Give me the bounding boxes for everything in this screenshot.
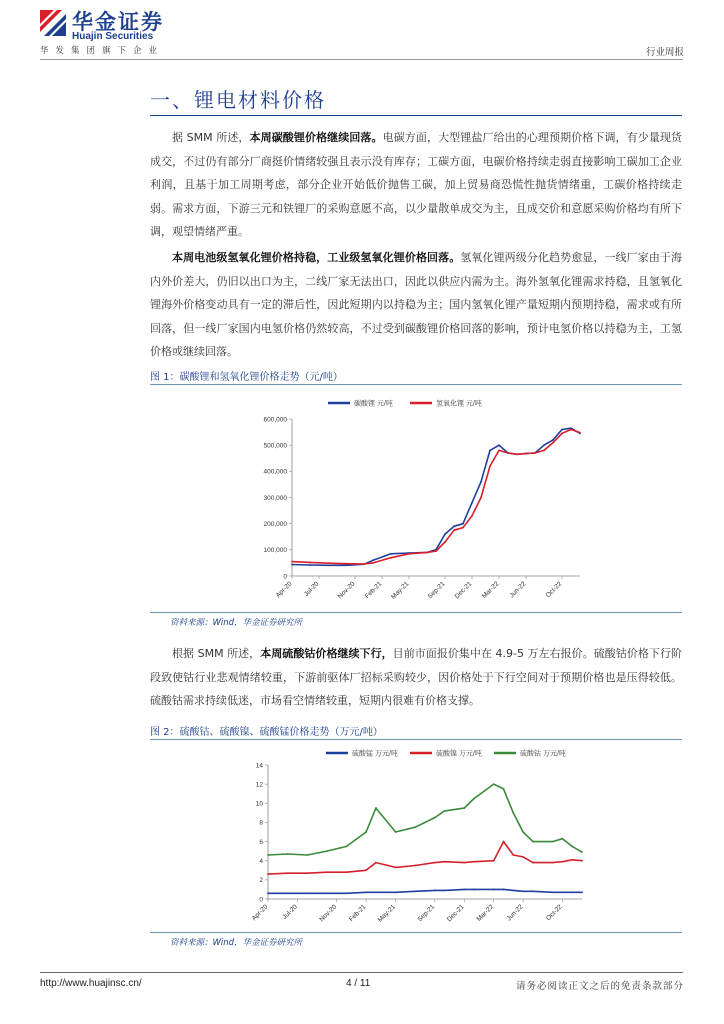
y-tick-label: 0 [283, 573, 287, 581]
data-point [327, 562, 329, 564]
data-point [480, 497, 482, 499]
data-point [426, 552, 428, 554]
x-tick-label: Mar-22 [475, 903, 496, 923]
x-tick-label: Dec-21 [445, 903, 466, 924]
data-point [462, 527, 464, 529]
huajin-logo-mark [40, 10, 66, 36]
data-point [463, 862, 465, 864]
y-tick-label: 300,000 [263, 494, 287, 502]
data-point [363, 563, 365, 565]
data-point [365, 869, 367, 871]
data-point [493, 889, 495, 891]
data-point [435, 550, 437, 552]
data-point [287, 853, 289, 855]
data-point [552, 442, 554, 444]
data-point [309, 564, 311, 566]
footer-disclaimer: 请务必阅读正文之后的免责条款部分 [515, 981, 684, 992]
y-tick-label: 10 [255, 800, 263, 808]
y-tick-label: 600,000 [263, 416, 287, 424]
data-point [471, 515, 473, 517]
data-point [532, 890, 534, 892]
data-point [532, 862, 534, 864]
data-point [453, 529, 455, 531]
data-point [552, 891, 554, 893]
section-title: 一、锂电材料价格 [150, 88, 326, 112]
y-tick-label: 8 [259, 819, 263, 827]
x-tick-label: Jun-22 [505, 903, 525, 923]
x-tick-label: May-21 [376, 903, 397, 924]
data-point [552, 862, 554, 864]
data-point [463, 807, 465, 809]
y-tick-label: 6 [259, 838, 263, 846]
x-tick-label: Dec-21 [453, 580, 474, 601]
data-point [534, 452, 536, 454]
data-point [346, 871, 348, 873]
data-point [473, 798, 475, 800]
paragraph-highlight: 本周碳酸锂价格继续回落。 [249, 131, 383, 144]
footer-website-link[interactable]: http://www.huajinsc.cn/ [40, 978, 142, 989]
data-point [552, 841, 554, 843]
x-tick-label: Mar-22 [480, 580, 501, 600]
x-tick-label: Jun-22 [508, 580, 528, 600]
data-point [561, 838, 563, 840]
y-tick-label: 200,000 [263, 520, 287, 528]
paragraph-highlight: 本周电池级氢氧化锂价格持稳，工业级氢氧化锂价格回落。 [172, 251, 461, 264]
data-point [372, 562, 374, 564]
report-type-label: 行业周报 [645, 47, 684, 58]
paragraph-lithium-hydroxide [150, 246, 682, 364]
data-point [561, 432, 563, 434]
x-tick-label: Sep-21 [426, 580, 447, 601]
data-point [493, 783, 495, 785]
x-tick-label: Nov-20 [318, 903, 339, 924]
data-point [309, 561, 311, 563]
data-point [365, 891, 367, 893]
data-point [444, 889, 446, 891]
data-point [503, 788, 505, 790]
data-point [267, 873, 269, 875]
data-point [571, 891, 573, 893]
data-point [434, 817, 436, 819]
data-point [498, 444, 500, 446]
data-point [532, 841, 534, 843]
data-point [346, 892, 348, 894]
data-point [291, 561, 293, 563]
legend-label: 硫酸锰 万元/吨 [352, 750, 398, 758]
series-line-0 [268, 889, 582, 893]
data-point [571, 845, 573, 847]
x-tick-label: Oct-22 [545, 903, 564, 923]
series-line-2 [268, 784, 582, 855]
x-tick-label: May-21 [390, 580, 411, 601]
data-point [365, 831, 367, 833]
data-point [489, 465, 491, 467]
data-point [395, 831, 397, 833]
paragraph-cobalt-sulfate [150, 642, 682, 713]
data-point [267, 892, 269, 894]
figure-2-title: 图 2：硫酸钴、硫酸镍、硫酸锰价格走势（万元/吨） [150, 727, 383, 738]
data-point [453, 525, 455, 527]
data-point [326, 850, 328, 852]
data-point [462, 523, 464, 525]
figure-2-bottom-rule [150, 932, 682, 933]
data-point [561, 429, 563, 431]
legend-label: 氢氧化锂 元/吨 [436, 400, 482, 408]
x-tick-label: Apr-20 [250, 903, 270, 923]
data-point [489, 450, 491, 452]
data-point [372, 559, 374, 561]
data-point [503, 841, 505, 843]
data-point [522, 831, 524, 833]
data-point [390, 553, 392, 555]
header-subline: 华发集团旗下企业 [40, 46, 165, 56]
data-point [473, 861, 475, 863]
logo-chinese-name: 华金证券 [72, 10, 164, 34]
section-title-underline [150, 115, 682, 116]
data-point [327, 564, 329, 566]
data-point [473, 889, 475, 891]
y-tick-label: 100,000 [263, 547, 287, 555]
y-tick-label: 500,000 [263, 442, 287, 450]
data-point [395, 867, 397, 869]
data-point [345, 564, 347, 566]
paragraph-body: 氢氧化锂两级分化趋势愈显，一线厂家由于海内外价差大，仍旧以出口为主，二线厂家无法出口，因此以供应内需为主。海外氢氧化锂需求持稳，且氢氧化锂海外价格变动具有一定的滞后性，因此短期内以持稳为主；国内氢氧化锂产量短期内预期持稳，需求或有所回落，但一线厂家国内电氢价格仍然较高，不过受到碳酸锂价格回落的影响，预计电氢价格以持稳为主，工氢价格或继续回落。 [150, 251, 683, 358]
y-tick-label: 14 [255, 762, 263, 770]
paragraph-body: 电碳方面，大型锂盐厂给出的心理预期价格下调，有少量现货成交，不过仍有部分厂商挺价情绪较强且表示没有库存；工碳方面，电碳价格持续走弱直接影响工碳加工企业利润，且基于加工周期考虑，部分企业开始低价抛售工碳，加上贸易商恐慌性抛货情绪重，工碳价格持续走弱。需求方面，下游三元和铁锂厂的采购意愿不高，以少量散单成交为主，且成交价和意愿采购价格均有所下调，观望情绪严重。 [150, 131, 683, 238]
y-tick-label: 0 [259, 896, 263, 904]
x-tick-label: Feb-21 [363, 580, 384, 600]
data-point [267, 854, 269, 856]
paragraph-body: 目前市面报价集中在 4.9-5 万左右报价。硫酸钴价格下行阶段致使钴行业悲观情绪较重，下游前驱体厂招标采购较少，因价格处于下行空间对于预期价格也是压得较低。硫酸钴需求持续低迷，市场看空情绪较重，短期内很难有价格支撑。 [150, 647, 683, 707]
data-point [345, 563, 347, 565]
data-point [434, 862, 436, 864]
data-point [498, 450, 500, 452]
data-point [581, 851, 583, 853]
data-point [287, 872, 289, 874]
x-tick-label: Jul-20 [302, 580, 321, 598]
data-point [287, 892, 289, 894]
data-point [375, 807, 377, 809]
data-point [434, 889, 436, 891]
y-tick-label: 4 [259, 858, 263, 866]
data-point [503, 889, 505, 891]
header-divider [40, 59, 683, 60]
series-line-1 [292, 430, 580, 565]
data-point [444, 810, 446, 812]
data-point [522, 890, 524, 892]
data-point [570, 429, 572, 431]
data-point [512, 854, 514, 856]
data-point [571, 859, 573, 861]
paragraph-lead: 根据 SMM 所述， [172, 647, 261, 660]
figure-2-source: 资料来源：Wind，华金证券研究所 [170, 938, 303, 948]
series-line-0 [292, 428, 580, 565]
figure-1-top-rule [150, 384, 682, 385]
data-point [561, 891, 563, 893]
data-point [390, 557, 392, 559]
footer-divider [40, 972, 683, 973]
data-point [543, 450, 545, 452]
data-point [516, 453, 518, 455]
data-point [522, 856, 524, 858]
paragraph-lead: 据 SMM 所述， [172, 131, 250, 144]
data-point [375, 891, 377, 893]
data-point [493, 860, 495, 862]
y-tick-label: 400,000 [263, 468, 287, 476]
y-tick-label: 12 [255, 781, 263, 789]
figure-2-chart [240, 743, 600, 931]
data-point [581, 891, 583, 893]
data-point [463, 889, 465, 891]
data-point [444, 533, 446, 535]
data-point [525, 453, 527, 455]
x-tick-label: Apr-20 [274, 580, 294, 600]
series-line-1 [268, 842, 582, 875]
data-point [414, 826, 416, 828]
data-point [507, 452, 509, 454]
data-point [306, 854, 308, 856]
data-point [306, 872, 308, 874]
data-point [543, 444, 545, 446]
data-point [375, 862, 377, 864]
data-point [291, 564, 293, 566]
data-point [306, 892, 308, 894]
x-tick-label: Nov-20 [336, 580, 357, 601]
data-point [480, 481, 482, 483]
figure-1-chart [240, 388, 600, 613]
x-tick-label: Sep-21 [416, 903, 437, 924]
data-point [414, 865, 416, 867]
legend-label: 硫酸镍 万元/吨 [436, 750, 482, 758]
y-tick-label: 2 [259, 877, 263, 885]
x-tick-label: Feb-21 [348, 903, 368, 923]
figure-2-top-rule [150, 739, 682, 740]
logo-english-name: Huajin Securities [72, 31, 154, 42]
x-tick-label: Jul-20 [281, 903, 299, 921]
data-point [346, 845, 348, 847]
data-point [326, 871, 328, 873]
figure-1-source: 资料来源：Wind，华金证券研究所 [170, 618, 303, 628]
data-point [512, 889, 514, 891]
data-point [444, 541, 446, 543]
data-point [444, 861, 446, 863]
paragraph-highlight: 本周硫酸钴价格继续下行， [260, 647, 393, 660]
legend-label: 碳酸锂 元/吨 [354, 400, 393, 408]
x-tick-label: Oct-22 [544, 580, 564, 600]
data-point [326, 892, 328, 894]
data-point [561, 861, 563, 863]
data-point [552, 439, 554, 441]
legend-label: 硫酸钴 万元/吨 [520, 750, 566, 758]
page-number: 4 / 11 [346, 978, 371, 989]
data-point [512, 812, 514, 814]
data-point [408, 553, 410, 555]
data-point [395, 891, 397, 893]
data-point [581, 860, 583, 862]
data-point [471, 502, 473, 504]
figure-1-title: 图 1：碳酸锂和氢氧化锂价格走势（元/吨） [150, 372, 343, 383]
data-point [579, 432, 581, 434]
figure-1-bottom-rule [150, 612, 682, 613]
data-point [414, 890, 416, 892]
paragraph-lithium-carbonate [150, 126, 682, 244]
